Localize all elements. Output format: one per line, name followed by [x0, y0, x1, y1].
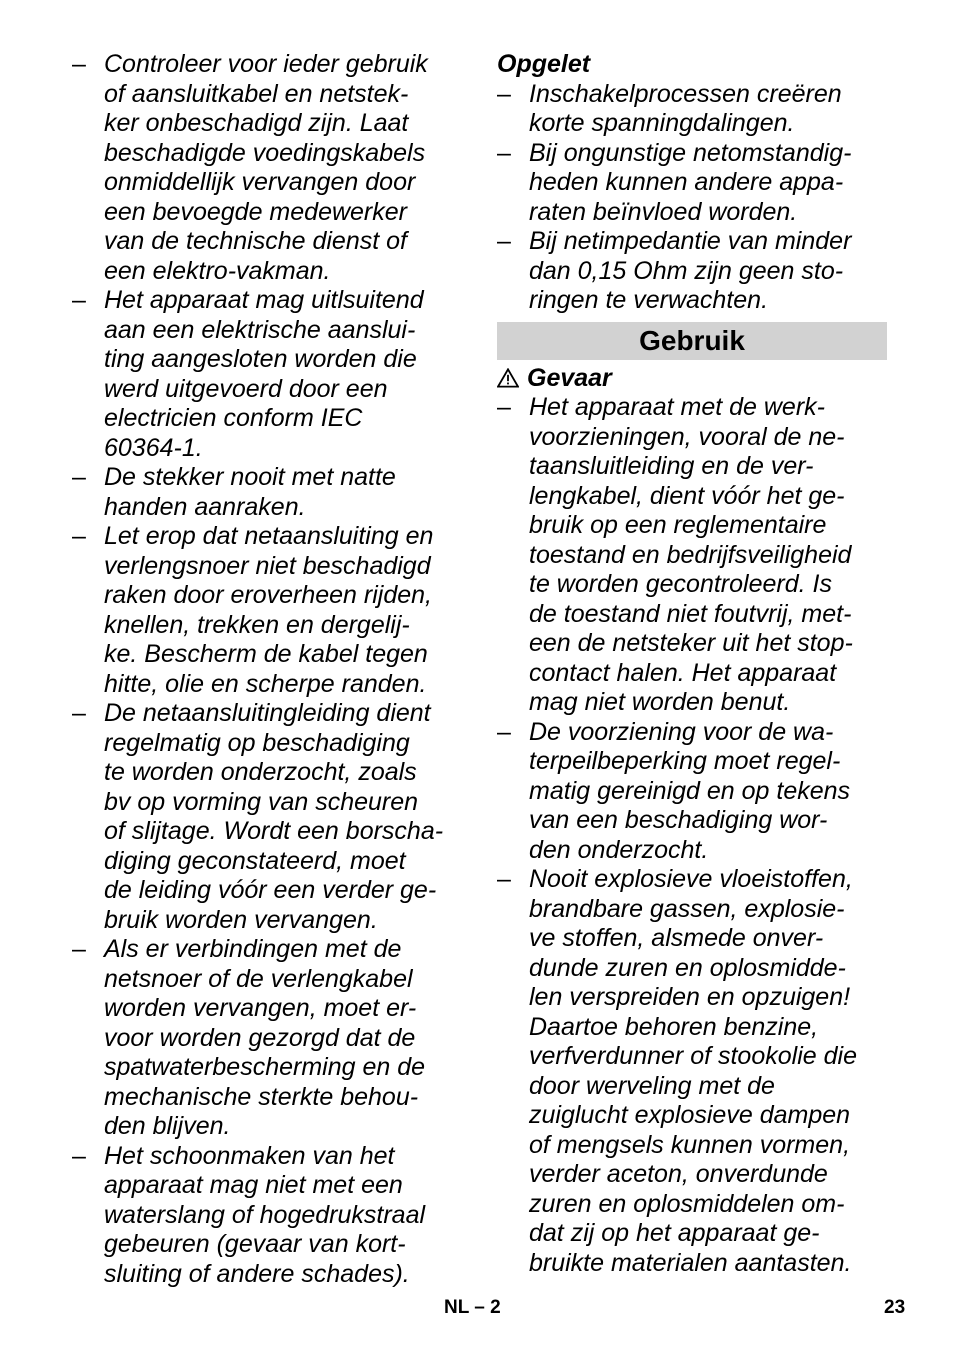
text-line: voorzieningen, vooral de ne-: [529, 422, 845, 451]
dash-bullet: –: [497, 865, 511, 893]
left-column: [72, 50, 464, 1289]
dash-bullet: –: [72, 50, 86, 78]
text-line: van een beschadiging wor-: [529, 806, 828, 834]
dash-bullet: –: [72, 699, 86, 727]
text-line: zuiglucht explosieve dampen: [529, 1101, 851, 1129]
text-line: Inschakelprocessen creëren: [529, 79, 842, 108]
text-line: 60364-1.: [104, 433, 203, 462]
text-line: te worden gecontroleerd. Is: [529, 570, 832, 598]
text-line: Daartoe behoren benzine,: [529, 1012, 819, 1041]
dash-bullet: –: [72, 463, 86, 491]
text-line: mechanische sterkte behou-: [104, 1082, 419, 1111]
text-line: toestand en bedrijfsveiligheid: [529, 540, 852, 569]
text-line: een elektro-vakman.: [104, 256, 331, 285]
text-line: van de technische dienst of: [104, 227, 407, 255]
dash-bullet: –: [497, 79, 511, 108]
dash-bullet: –: [497, 138, 511, 167]
text-line: regelmatig op beschadiging: [104, 728, 410, 757]
list-item: [497, 227, 887, 316]
opgelet-list: [497, 80, 887, 316]
section-bar: [497, 322, 887, 360]
text-line: spatwaterbescherming en de: [104, 1053, 426, 1081]
text-line: te worden onderzocht, zoals: [104, 758, 417, 786]
text-line: ker onbeschadigd zijn. Laat: [104, 109, 409, 137]
text-line: sluiting of andere schades).: [104, 1259, 410, 1288]
text-line: knellen, trekken en dergelij-: [104, 610, 410, 639]
text-line: verlengsnoer niet beschadigd: [104, 551, 431, 580]
text-line: matig gereinigd en op tekens: [529, 776, 851, 805]
text-line: den onderzocht.: [529, 835, 709, 864]
text-line: een de netsteker uit het stop-: [529, 629, 853, 657]
text-line: waterslang of hogedrukstraal: [104, 1200, 426, 1229]
text-line: de toestand niet foutvrij, met-: [529, 599, 852, 628]
text-line: electricien conform IEC: [104, 404, 363, 432]
dash-bullet: –: [497, 393, 511, 421]
text-line: brandbare gassen, explosie-: [529, 894, 845, 923]
text-line: raten beïnvloed worden.: [529, 197, 798, 226]
list-item: [72, 935, 464, 1142]
text-line: terpeilbeperking moet regel-: [529, 747, 841, 775]
text-line: of mengsels kunnen vormen,: [529, 1130, 851, 1159]
text-line: onmiddellijk vervangen door: [104, 168, 416, 196]
text-line: dat zij op het apparaat ge-: [529, 1219, 820, 1247]
text-line: ting aangesloten worden die: [104, 345, 417, 373]
list-item: [497, 865, 887, 1278]
text-line: dan 0,15 Ohm zijn geen sto-: [529, 256, 844, 285]
text-line: Het apparaat met de werk-: [529, 393, 825, 421]
list-item: [497, 80, 887, 139]
text-line: Bij netimpedantie van minder: [529, 227, 852, 255]
opgelet-heading: Opgelet: [497, 50, 591, 78]
text-line: diging geconstateerd, moet: [104, 846, 406, 875]
gevaar-list: [497, 393, 887, 1278]
text-line: bruikte materialen aantasten.: [529, 1248, 852, 1277]
warning-triangle-icon: [497, 368, 519, 388]
list-item: [497, 718, 887, 866]
text-line: taansluitleiding en de ver-: [529, 452, 814, 480]
text-line: worden vervangen, moet er-: [104, 994, 417, 1022]
list-item: [497, 139, 887, 228]
text-line: gebeuren (gevaar van kort-: [104, 1230, 406, 1258]
text-line: of slijtage. Wordt een borscha-: [104, 817, 444, 845]
text-line: den blijven.: [104, 1112, 231, 1140]
text-line: door werveling met de: [529, 1071, 775, 1100]
text-line: mag niet worden benut.: [529, 688, 791, 716]
text-line: bv op vorming van scheuren: [104, 787, 419, 816]
page-number: 23: [884, 1297, 906, 1318]
text-line: Het schoonmaken van het: [104, 1141, 395, 1170]
text-line: bruik op een reglementaire: [529, 511, 827, 539]
text-line: contact halen. Het apparaat: [529, 658, 837, 687]
text-line: lengkabel, dient vóór het ge-: [529, 481, 845, 510]
text-line: of aansluitkabel en netstek-: [104, 79, 409, 108]
right-column: [497, 50, 887, 1278]
text-line: aan een elektrische aanslui-: [104, 315, 416, 344]
dash-bullet: –: [72, 286, 86, 314]
text-line: verder aceton, onverdunde: [529, 1160, 828, 1188]
list-item: [497, 393, 887, 718]
text-line: Let erop dat netaansluiting en: [104, 522, 434, 550]
list-item: [72, 463, 464, 522]
text-line: voor worden gezorgd dat de: [104, 1023, 416, 1052]
text-line: raken door eroverheen rijden,: [104, 581, 432, 609]
list-item: [72, 522, 464, 699]
text-line: Het apparaat mag uitlsuitend: [104, 286, 424, 314]
text-line: zuren en oplosmiddelen om-: [529, 1189, 845, 1218]
dash-bullet: –: [72, 1141, 86, 1170]
text-line: Nooit explosieve vloeistoffen,: [529, 865, 853, 893]
text-line: De stekker nooit met natte: [104, 463, 396, 491]
text-line: bruik worden vervangen.: [104, 905, 378, 934]
text-line: werd uitgevoerd door een: [104, 374, 388, 403]
footer-section-label: NL – 2: [444, 1297, 501, 1318]
gevaar-heading-row: [497, 364, 887, 394]
list-item: [72, 50, 464, 286]
text-line: len verspreiden en opzuigen!: [529, 983, 851, 1011]
text-line: verfverdunner of stookolie die: [529, 1042, 857, 1070]
text-line: De voorziening voor de wa-: [529, 717, 834, 746]
text-line: heden kunnen andere appa-: [529, 168, 844, 196]
section-title: Gebruik: [639, 324, 745, 356]
text-line: beschadigde voedingskabels: [104, 138, 426, 167]
dash-bullet: –: [72, 935, 86, 963]
text-line: een bevoegde medewerker: [104, 197, 407, 226]
text-line: ke. Bescherm de kabel tegen: [104, 640, 428, 668]
text-line: Controleer voor ieder gebruik: [104, 50, 428, 78]
text-line: handen aanraken.: [104, 492, 306, 521]
text-line: korte spanningdalingen.: [529, 109, 795, 137]
list-item: [72, 1142, 464, 1290]
text-line: ringen te verwachten.: [529, 286, 769, 314]
text-line: ve stoffen, alsmede onver-: [529, 924, 824, 952]
text-line: dunde zuren en oplosmidde-: [529, 953, 846, 982]
text-line: apparaat mag niet met een: [104, 1171, 403, 1199]
list-item: [72, 286, 464, 463]
text-line: Als er verbindingen met de: [104, 935, 402, 963]
dash-bullet: –: [72, 522, 86, 550]
list-item: [72, 699, 464, 935]
gevaar-heading: Gevaar: [527, 363, 612, 392]
dash-bullet: –: [497, 227, 511, 255]
text-line: Bij ongunstige netomstandig-: [529, 138, 852, 167]
text-line: netsnoer of de verlengkabel: [104, 964, 413, 993]
text-line: De netaansluitingleiding dient: [104, 699, 431, 727]
dash-bullet: –: [497, 717, 511, 746]
text-line: hitte, olie en scherpe randen.: [104, 669, 427, 698]
text-line: de leiding vóór een verder ge-: [104, 876, 437, 904]
